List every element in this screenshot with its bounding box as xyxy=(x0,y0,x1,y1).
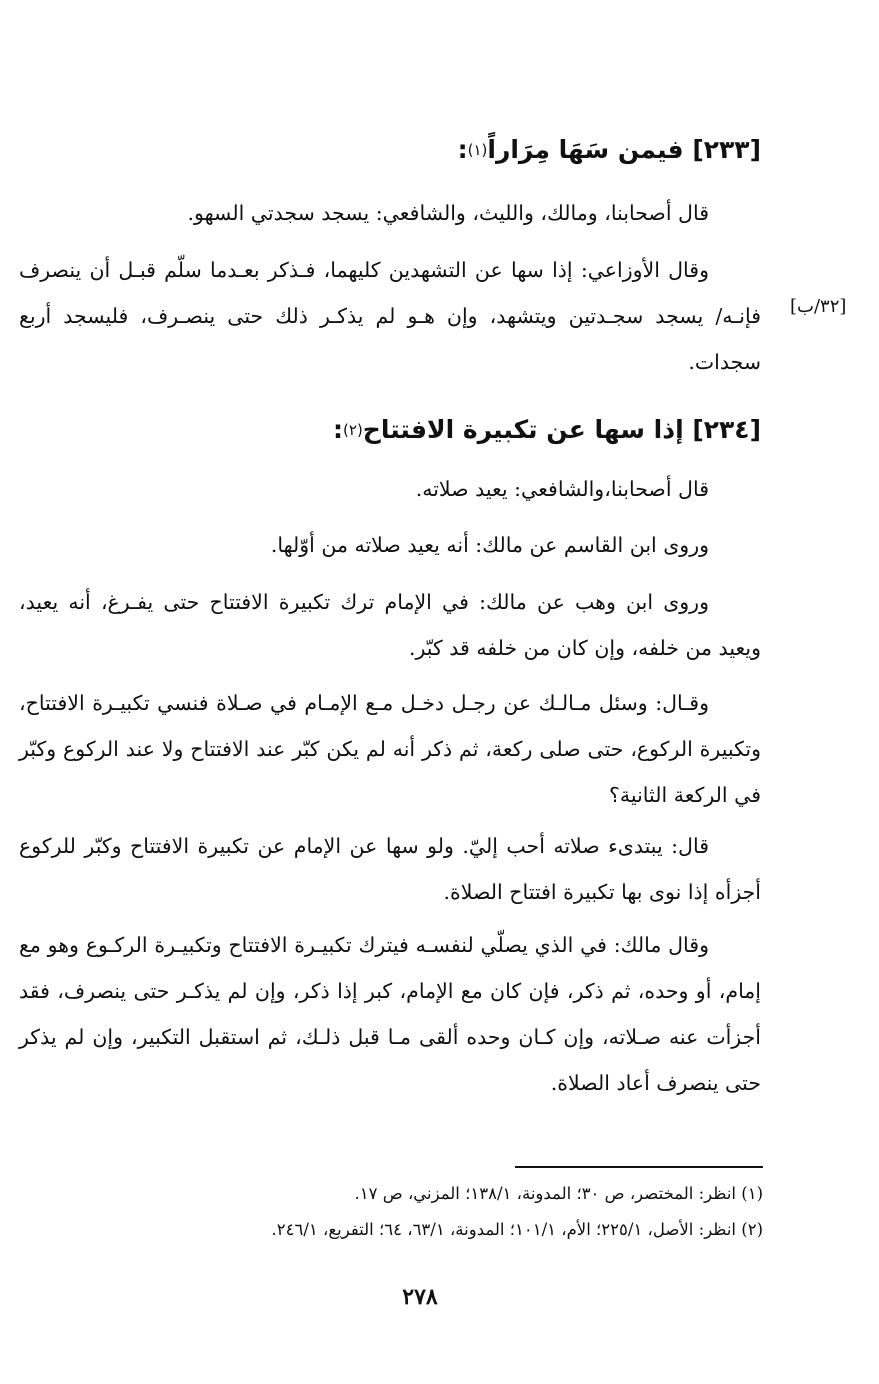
footnote-separator xyxy=(515,1166,763,1168)
section-heading-234 xyxy=(101,410,761,450)
section-heading-233 xyxy=(101,130,761,170)
paragraph: وروى ابن وهب عن مالك: في الإمام ترك تكبيرة الافتتاح حتى يفـرغ، أنه يعيد، ويعيد من خلفه، وإن كان من خلفه قد كبّر. xyxy=(19,590,761,660)
heading-colon: : xyxy=(457,135,468,164)
paragraph: قال أصحابنا،والشافعي: يعيد صلاته. xyxy=(415,477,709,501)
paragraph: قال أصحابنا، ومالك، والليث، والشافعي: يسجد سجدتي السهو. xyxy=(187,201,709,225)
heading-text: [٢٣٣] فيمن سَهَا مِرَاراً xyxy=(487,135,761,164)
paragraph: قال: يبتدىء صلاته أحب إليّ. ولو سها عن الإمام عن تكبيرة الافتتاح وكبّر للركوع أجزأه إذا نوى بها تكبيرة افتتاح الصلاة. xyxy=(19,834,761,904)
footnote-1: (١) انظر: المختصر، ص ٣٠؛ المدونة، ١٣٨/١؛ المزني، ص ١٧. xyxy=(354,1184,763,1203)
paragraph: وروى ابن القاسم عن مالك: أنه يعيد صلاته من أوّلها. xyxy=(270,533,709,557)
footnote-ref-2: (٢) xyxy=(343,421,363,439)
page-number: ٢٧٨ xyxy=(402,1284,438,1310)
footnote-ref-1: (١) xyxy=(467,141,488,159)
heading-text: [٢٣٤] إذا سها عن تكبيرة الافتتاح xyxy=(362,415,761,444)
paragraph: وقـال: وسئل مـالـك عن رجـل دخـل مـع الإمـام في صـلاة فنسي تكبيـرة الافتتاح، وتكبيرة الركوع، حتى صلى ركعة، ثم ذكر أنه لم يكن كبّر عند الافتتاح ولا عند الركوع وكبّر في الركعة الثانية؟ xyxy=(19,691,761,807)
footnote-2: (٢) انظر: الأصل، ٢٢٥/١؛ الأم، ١٠١/١؛ المدونة، ٦٣/١، ٦٤؛ التفريع، ٢٤٦/١. xyxy=(271,1220,763,1239)
heading-colon: : xyxy=(333,415,344,444)
paragraph: وقال مالك: في الذي يصلّي لنفسـه فيترك تكبيـرة الافتتاح وتكبيـرة الركـوع وهو مع إمام، أو وحده، ثم ذكر، فإن كان مع الإمام، كبر إذا ذكر، وإن لم يذكـر حتى ينصرف، فقد أجزأت عنه صـلاته، وإن كـان وحده ألقى مـا قبل ذلـك، ثم استقبل التكبير، وإن لم يذكر حتى ينصرف أعاد الصلاة. xyxy=(19,933,761,1095)
paragraph: وقال الأوزاعي: إذا سها عن التشهدين كليهما، فـذكر بعـدما سلّم قبـل أن ينصرف فإنـه/ يسجد سجـدتين ويتشهد، وإن هـو لم يذكـر ذلك حتى ينصـرف، فليسجد أربع سجدات. xyxy=(19,258,761,374)
manuscript-folio-marker: [٣٢/ب] xyxy=(790,296,847,317)
